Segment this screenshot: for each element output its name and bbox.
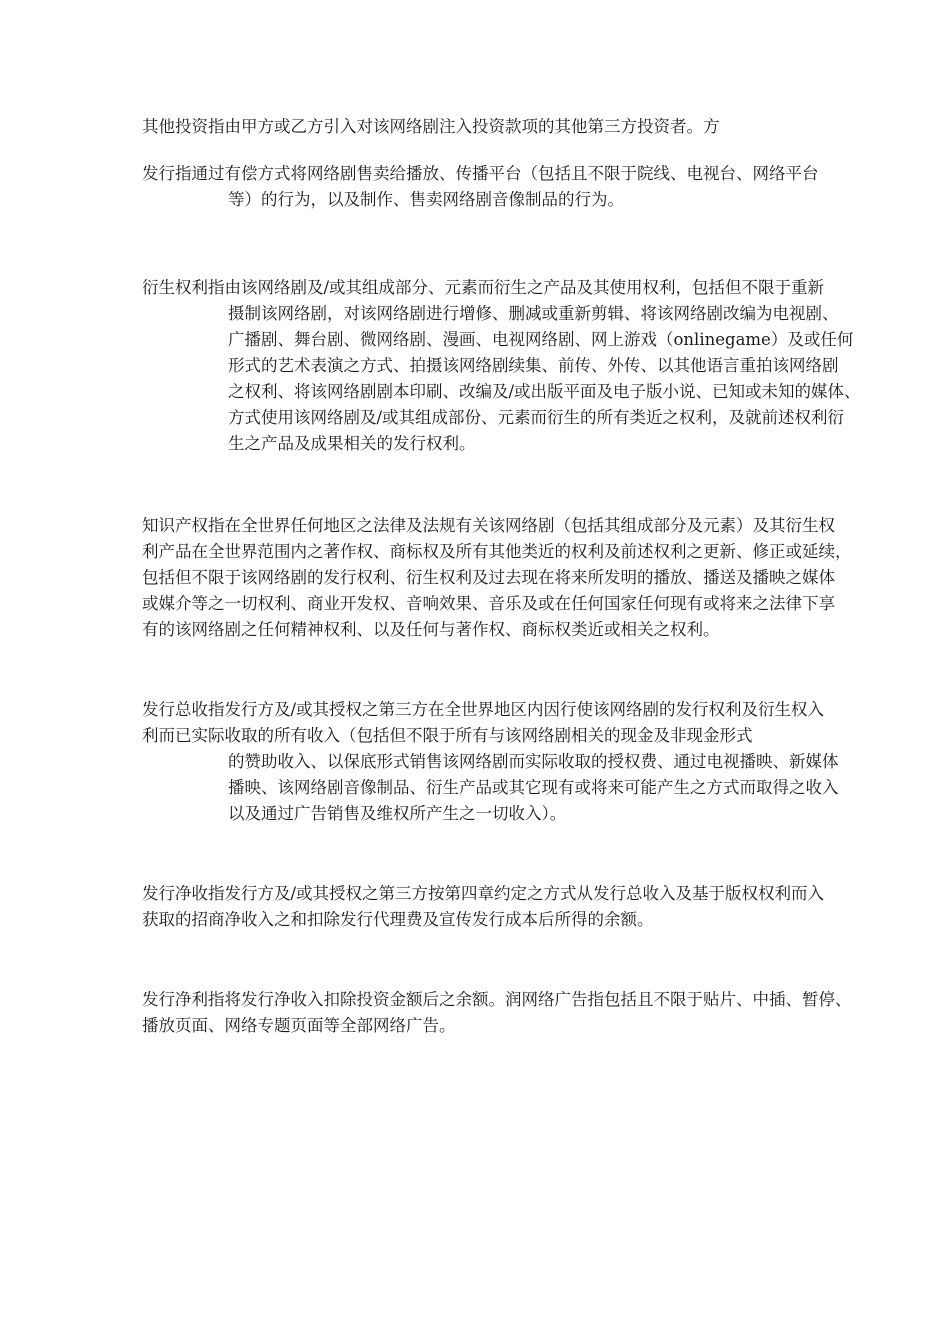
paragraph-line: 知识产权指在全世界任何地区之法律及法规有关该网络剧（包括其组成部分及元素）及其衍生权 (142, 516, 835, 535)
paragraph-net-profit (142, 987, 852, 1039)
paragraph-distribution (142, 161, 819, 213)
paragraph-line: 获取的招商净收入之和扣除发行代理费及宣传发行成本后所得的余额。 (142, 910, 654, 929)
paragraph-line: 其他投资指由甲方或乙方引入对该网络剧注入投资款项的其他第三方投资者。方 (142, 117, 720, 136)
paragraph-derivative-rights (142, 275, 861, 457)
paragraph-line: 播映、该网络剧音像制品、衍生产品或其它现有或将来可能产生之方式而取得之收入 (228, 778, 839, 797)
paragraph-line: 方式使用该网络剧及/或其组成部份、元素而衍生的所有类近之权利，及就前述权利衍 (228, 408, 845, 427)
paragraph-gross-revenue (142, 697, 839, 827)
paragraph-line: 或媒介等之一切权利、商业开发权、音响效果、音乐及或在任何国家任何现有或将来之法律下享 (142, 594, 835, 613)
paragraph-line: 利而已实际收取的所有收入（包括但不限于所有与该网络剧相关的现金及非现金形式 (142, 726, 753, 745)
paragraph-other-investment (142, 114, 720, 140)
paragraph-line: 之权利、将该网络剧剧本印刷、改编及/或出版平面及电子版小说、已知或未知的媒体、 (228, 382, 861, 401)
paragraph-line: 的赞助收入、以保底形式销售该网络剧而实际收取的授权费、通过电视播映、新媒体 (228, 752, 839, 771)
paragraph-line: 广播剧、舞台剧、微网络剧、漫画、电视网络剧、网上游戏（onlinegame）及或任何 (228, 330, 854, 349)
paragraph-net-revenue (142, 881, 824, 933)
paragraph-line: 等）的行为，以及制作、售卖网络剧音像制品的行为。 (228, 190, 624, 209)
paragraph-intellectual-property (142, 513, 852, 643)
paragraph-line: 衍生权利指由该网络剧及/或其组成部分、元素而衍生之产品及其使用权利，包括但不限于重新 (142, 278, 825, 297)
paragraph-line: 摄制该网络剧，对该网络剧进行增修、删减或重新剪辑、将该网络剧改编为电视剧、 (228, 304, 839, 323)
paragraph-line: 形式的艺术表演之方式、拍摄该网络剧续集、前传、外传、以其他语言重拍该网络剧 (228, 356, 839, 375)
paragraph-line: 有的该网络剧之任何精神权利、以及任何与著作权、商标权类近或相关之权利。 (142, 620, 720, 639)
paragraph-line: 以及通过广告销售及维权所产生之一切收入）。 (228, 804, 567, 823)
paragraph-line: 发行净收指发行方及/或其授权之第三方按第四章约定之方式从发行总收入及基于版权权利而入 (142, 884, 825, 903)
paragraph-line: 发行总收指发行方及/或其授权之第三方在全世界地区内因行使该网络剧的发行权利及衍生权入 (142, 700, 825, 719)
paragraph-line: 利产品在全世界范围内之著作权、商标权及所有其他类近的权利及前述权利之更新、修正或延续， (142, 542, 852, 561)
paragraph-line: 播放页面、网络专题页面等全部网络广告。 (142, 1016, 456, 1035)
paragraph-line: 生之产品及成果相关的发行权利。 (228, 434, 476, 453)
paragraph-line: 发行净利指将发行净收入扣除投资金额后之余额。润网络广告指包括且不限于贴片、中插、暂停、 (142, 990, 852, 1009)
paragraph-line: 发行指通过有偿方式将网络剧售卖给播放、传播平台（包括且不限于院线、电视台、网络平台 (142, 164, 819, 183)
paragraph-line: 包括但不限于该网络剧的发行权利、衍生权利及过去现在将来所发明的播放、播送及播映之媒体 (142, 568, 835, 587)
